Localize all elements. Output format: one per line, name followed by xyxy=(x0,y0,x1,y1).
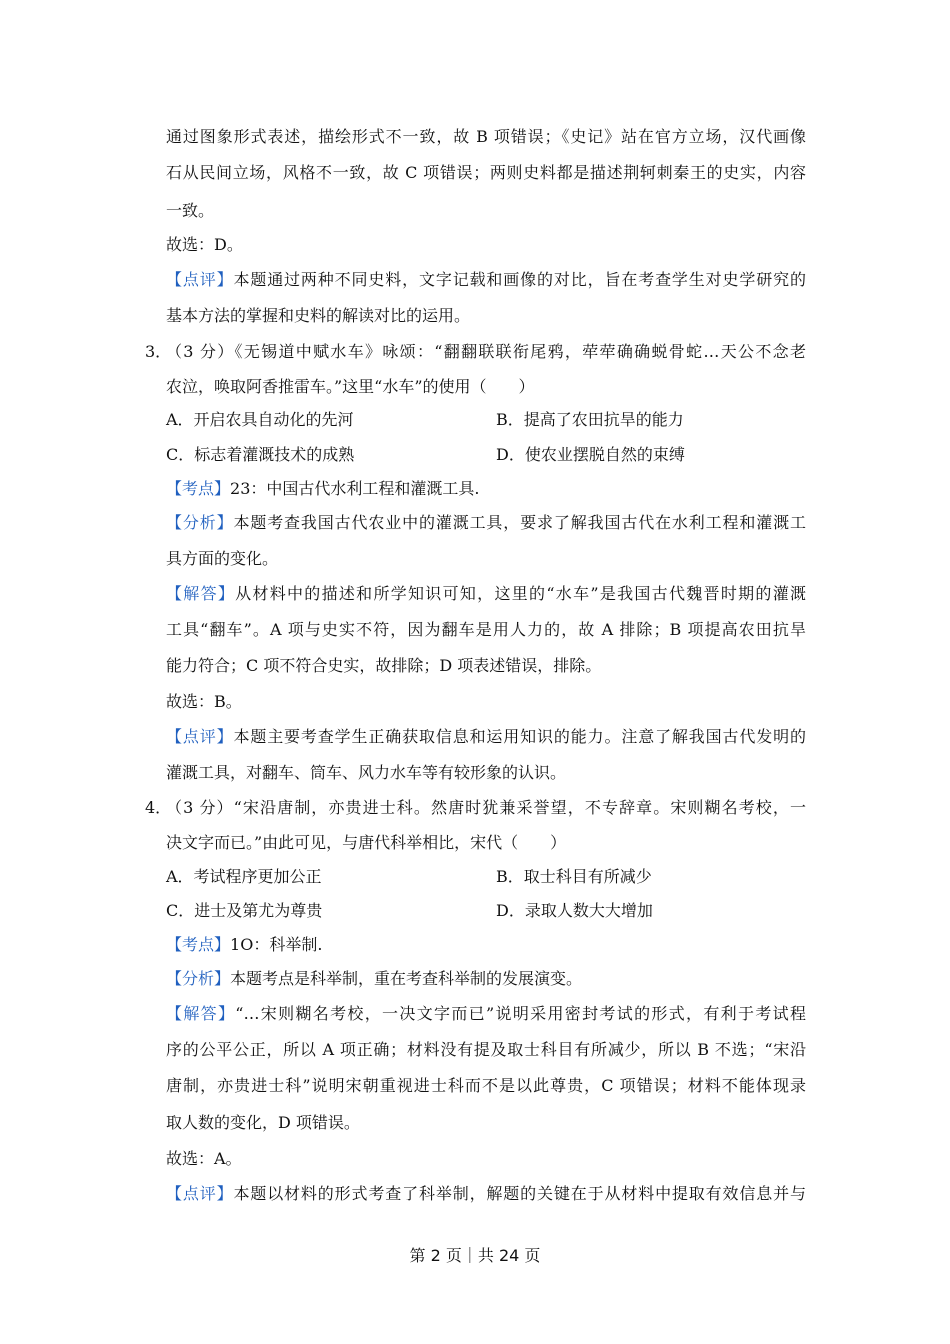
q4-number: 4． xyxy=(145,798,172,817)
q3-jieda xyxy=(166,584,806,604)
q4-option-c: C．进士及第尤为尊贵 xyxy=(166,901,323,920)
q4-review xyxy=(166,1184,806,1204)
q3-fenxi-line: 具方面的变化。 xyxy=(166,549,279,568)
q2-explanation-line: 一致。 xyxy=(166,201,215,220)
q3-kaodian xyxy=(166,479,806,499)
q3-jieda-text: 从材料中的描述和所学知识可知，这里的“水车”是我国古代魏晋时期的灌溉 xyxy=(235,584,806,603)
jieda-tag: 【解答】 xyxy=(166,1004,236,1023)
q4-stem-line: （3 分）“宋沿唐制，亦贵进士科。然唐时犹兼采誉望，不专辞章。宋则糊名考校，一 xyxy=(166,798,806,817)
q4-stem-line: 决文字而已。”由此可见，与唐代科举相比，宋代（ ） xyxy=(166,833,567,852)
kaodian-tag: 【考点】 xyxy=(166,479,231,498)
q4-jieda-line: 唐制，亦贵进士科”说明宋朝重视进士科而不是以此尊贵，C 项错误；材料不能体现录 xyxy=(166,1076,806,1095)
q4-answer: 故选：A。 xyxy=(166,1149,242,1168)
q2-review xyxy=(166,270,806,290)
q3-answer: 故选：B。 xyxy=(166,692,242,711)
q4-jieda-line: 取人数的变化，D 项错误。 xyxy=(166,1113,360,1132)
review-tag: 【点评】 xyxy=(166,727,234,746)
q3-fenxi xyxy=(166,513,806,533)
fenxi-tag: 【分析】 xyxy=(166,969,231,988)
q4-jieda-text: “…宋则糊名考校，一决文字而已”说明采用密封考试的形式，有利于考试程 xyxy=(235,1004,806,1023)
q3-kaodian-text: 23：中国古代水利工程和灌溉工具. xyxy=(230,479,480,498)
q2-explanation-line: 石从民间立场，风格不一致，故 C 项错误；两则史料都是描述荆轲刺秦王的史实，内容 xyxy=(166,163,806,182)
q4-jieda-line: 序的公平公正，所以 A 项正确；材料没有提及取士科目有所减少，所以 B 不选；“宋沿 xyxy=(166,1040,806,1059)
q3-option-b: B．提高了农田抗旱的能力 xyxy=(496,410,684,429)
q4-review-text: 本题以材料的形式考查了科举制，解题的关键在于从材料中提取有效信息并与 xyxy=(233,1184,806,1203)
q3-option-d: D．使农业摆脱自然的束缚 xyxy=(496,445,685,464)
q4-fenxi-text: 本题考点是科举制，重在考查科举制的发展演变。 xyxy=(230,969,583,988)
page-number-footer: 第 2 页｜共 24 页 xyxy=(409,1246,541,1265)
kaodian-tag: 【考点】 xyxy=(166,935,231,954)
q4-option-b: B．取士科目有所减少 xyxy=(496,867,652,886)
q3-jieda-line: 能力符合；C 项不符合史实，故排除；D 项表述错误，排除。 xyxy=(166,656,602,675)
q3-number: 3． xyxy=(145,342,172,361)
q2-review-line: 基本方法的掌握和史料的解读对比的运用。 xyxy=(166,306,471,325)
review-tag: 【点评】 xyxy=(166,270,234,289)
q4-option-d: D．录取人数大大增加 xyxy=(496,901,653,920)
q3-review-text: 本题主要考查学生正确获取信息和运用知识的能力。注意了解我国古代发明的 xyxy=(233,727,806,746)
q3-jieda-line: 工具“翻车”。A 项与史实不符，因为翻车是用人力的，故 A 排除；B 项提高农田抗旱 xyxy=(166,620,806,639)
q3-review-line: 灌溉工具，对翻车、筒车、风力水车等有较形象的认识。 xyxy=(166,763,567,782)
q2-answer: 故选：D。 xyxy=(166,235,243,254)
q4-kaodian-text: 1O：科举制. xyxy=(230,935,323,954)
jieda-tag: 【解答】 xyxy=(166,584,236,603)
q4-fenxi xyxy=(166,969,806,989)
fenxi-tag: 【分析】 xyxy=(166,513,234,532)
q3-option-c: C．标志着灌溉技术的成熟 xyxy=(166,445,355,464)
q4-kaodian xyxy=(166,935,806,955)
q4-option-a: A．考试程序更加公正 xyxy=(166,867,322,886)
q4-jieda xyxy=(166,1004,806,1024)
q3-option-a: A．开启农具自动化的先河 xyxy=(166,410,354,429)
review-tag: 【点评】 xyxy=(166,1184,234,1203)
q3-stem-line: 农泣，唤取阿香推雷车。”这里“水车”的使用（ ） xyxy=(166,377,535,396)
q3-review xyxy=(166,727,806,747)
q3-fenxi-text: 本题考查我国古代农业中的灌溉工具，要求了解我国古代在水利工程和灌溉工 xyxy=(233,513,806,532)
q3-stem-line: （3 分）《无锡道中赋水车》咏颂：“翻翻联联衔尾鸦，荦荦确确蜕骨蛇…天公不念老 xyxy=(166,342,806,361)
q2-explanation-line: 通过图象形式表述，描绘形式不一致，故 B 项错误；《史记》站在官方立场，汉代画像 xyxy=(166,127,806,146)
q2-review-text: 本题通过两种不同史料，文字记载和画像的对比，旨在考查学生对史学研究的 xyxy=(233,270,806,289)
